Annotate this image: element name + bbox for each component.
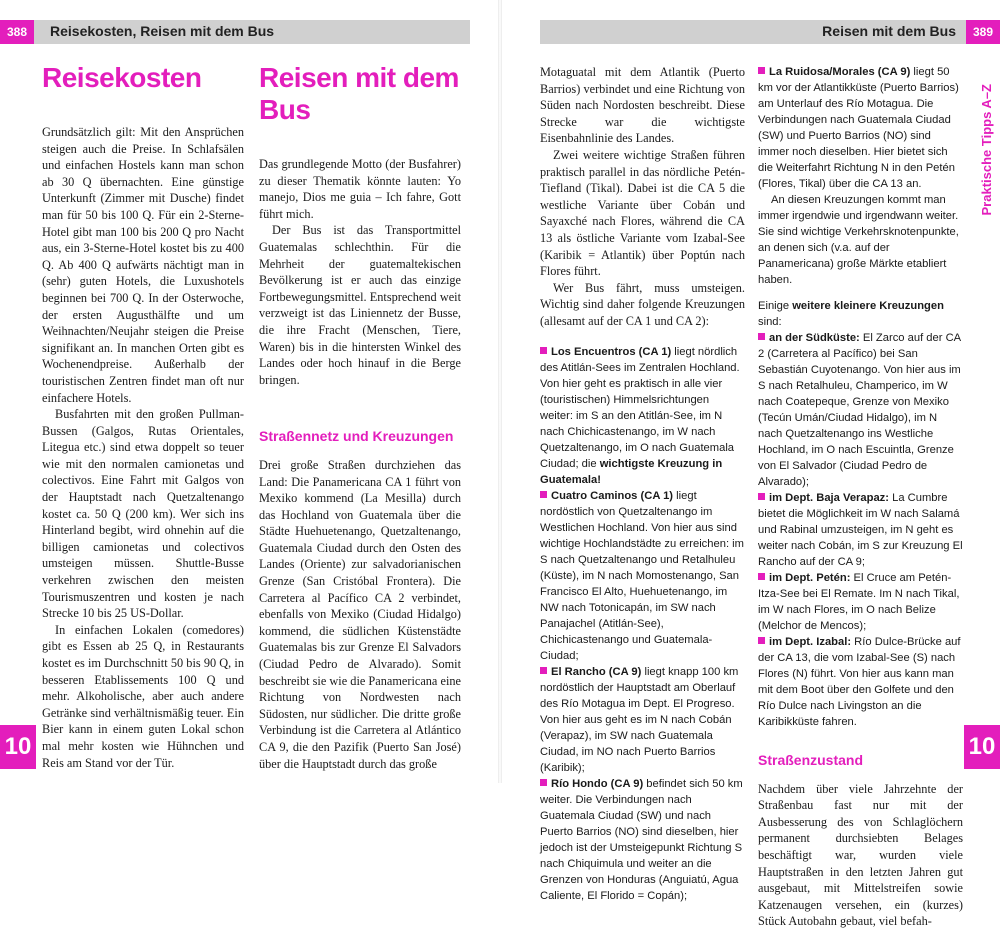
- text-run: sind:: [758, 316, 782, 328]
- item-name: Cuatro Caminos (CA 1): [551, 489, 674, 502]
- bullet-icon: [758, 637, 765, 644]
- item-text: befindet sich 50 km weiter. Die Verbindungen nach Guatemala Ciudad (SW) und nach Puerto Barrios (NO) sind dieselben, hier jedoch ist der Umsteigepunkt Richtung S nach Chiquimula und weiter an die Grenzen von Honduras (Anguiatú, Agua Caliente, El Florido = Copán);: [540, 777, 743, 902]
- bullet-icon: [758, 67, 765, 74]
- paragraph: An diesen Kreuzungen kommt man immer irgendwie und irgendwann weiter. Sie sind wichtige Verkehrsknotenpunkte, an denen sich (v.a. auf der Panamericana) große Märkte etabliert haben.: [758, 194, 959, 286]
- item-text: La Cumbre bietet die Möglichkeit im W nach Salamá und Rabinal umzusteigen, im N geht es weiter nach Cobán, im S zur Kreuzung El Rancho auf der CA 9;: [758, 492, 963, 568]
- item-name: Río Hondo (CA 9): [551, 777, 644, 790]
- item-name: an der Südküste:: [769, 332, 860, 344]
- list-item: [758, 330, 963, 490]
- paragraph: Nachdem über viele Jahrzehnte der Straßenbau fast nur mit der Ausbesserung des von Schlaglöchern permanent durchsiebten Belages beschäftigt war, wurden viele Hauptstraßen in den letzten Jahren gut ausgebaut, mit Mittelstreifen sowie Katzenaugen versehen, ein (kurzes) Stück Autobahn gebaut, viel befah-: [758, 781, 963, 929]
- column-reisen-mit-dem-bus: [259, 62, 461, 772]
- running-head-title: Reisen mit dem Bus: [822, 23, 956, 39]
- item-text: liegt nordöstlich von Quetzaltenango im Westlichen Hochland. Von hier aus sind wichtige Hochlandstädte zu erreichen: im S nach Quetzaltenango und Retalhuleu (Küste), im N nach Momostenango, San Francisco El Alto, Huehuetenango, im NW nach Totonicapán, im SW nach Panajachel (Atitlán-See), Chichicastenango und Guatemala-Ciudad;: [540, 489, 744, 662]
- item-name: im Dept. Izabal:: [769, 636, 852, 648]
- list-item: [758, 570, 963, 634]
- page-number: 388: [0, 20, 34, 44]
- right-page: [500, 0, 1000, 929]
- list-item: [540, 664, 745, 776]
- item-text: Río Dulce-Brücke auf der CA 13, die vom Izabal-See (S) nach Flores (N) führt. Von hier aus kann man mit dem Boot über den Golfete und den Río Dulce nach Livingston an die Karibikküste fahren.: [758, 636, 961, 728]
- item-text: liegt nördlich des Atitlán-Sees im Zentralen Hochland. Von hier geht es praktisch in alle vier (touristischen) Himmelsrichtungen weiter: im S an den Atitlán-See, im N nach Chichicastenango, im W nach Quetzaltenango, im O nach Guatemala Ciudad; die: [540, 345, 740, 470]
- junction-list: [540, 344, 745, 904]
- item-name: La Ruidosa/Morales (CA 9): [769, 66, 911, 78]
- chapter-marker: 10: [0, 725, 36, 769]
- list-item: [758, 64, 963, 192]
- bullet-icon: [540, 491, 547, 498]
- item-name: im Dept. Baja Verapaz:: [769, 492, 889, 504]
- column-kreuzungen-2: [758, 64, 963, 930]
- chapter-marker: 10: [964, 725, 1000, 769]
- item-emphasis: wichtigste Kreuzung in Guatemala!: [540, 457, 723, 486]
- column-reisekosten: [42, 62, 244, 771]
- side-tab-label: Praktische Tipps A–Z: [979, 84, 994, 216]
- bullet-icon: [540, 667, 547, 674]
- list-item: [540, 776, 745, 904]
- paragraph: [758, 298, 963, 330]
- item-name: im Dept. Petén:: [769, 572, 851, 584]
- paragraph: Wer Bus fährt, muss umsteigen. Wichtig sind daher folgende Kreuzungen (allesamt auf der CA 1 und CA 2):: [540, 280, 745, 328]
- subheading: Straßenzustand: [758, 752, 864, 768]
- subheading: Straßennetz und Kreuzungen: [259, 428, 454, 445]
- bullet-icon: [540, 347, 547, 354]
- section-heading: Reisen mit dem Bus: [259, 62, 459, 125]
- junction-list: [758, 330, 963, 730]
- paragraph: Busfahrten mit den großen Pullman-Bussen (Galgos, Rutas Orientales, Litegua etc.) sind etwa doppelt so teuer wie mit den normalen camionetas und colectivos. Eine Fahrt mit Galgos von der Hauptstadt nach Quetzaltenango kostet ca. 50 Q (200 km). Wer sich ins Hinterland begibt, wird ohnehin auf die billigen camionetas und colectivos umsteigen müssen. Shuttle-Busse verkehren zwischen den meisten Tourismuszentren und kosten je nach Strecke 10 bis 25 US-Dollar.: [42, 407, 244, 621]
- list-item: [540, 488, 745, 664]
- column-kreuzungen: [540, 64, 745, 904]
- item-text: liegt 50 km vor der Atlantikküste (Puerto Barrios) am Unterlauf des Río Motagua. Die Verbindungen nach Guatemala Ciudad (SW) und Puerto Barrios (NO) sind immer noch dieselben. Hier bietet sich die Weiterfahrt Richtung N in den Petén (Flores, Tikal) über die CA 13 an.: [758, 66, 959, 190]
- item-text: El Zarco auf der CA 2 (Carretera al Pacífico) bei San Sebastián Cuyotenango. Von hier aus im S nach Retalhuleu, Champerico, im W nach Coatepeque, Grenze von Mexiko (Tecún Umán/Ciudad Hidalgo), im N nach Quetzaltenango ins Westliche Hochland, im O nach Escuintla, Grenze von El Salvador (Ciudad Pedro de Alvarado);: [758, 332, 961, 488]
- left-page: [0, 0, 500, 783]
- list-item: [758, 490, 963, 570]
- running-header: [0, 20, 470, 44]
- running-head-title: Reisekosten, Reisen mit dem Bus: [50, 23, 275, 39]
- list-item: [540, 344, 745, 488]
- paragraph: Grundsätzlich gilt: Mit den Ansprüchen steigen auch die Preise. In Schlafsälen und einfachen Hostels kann man schon ab 30 Q übernachten. Eine günstige Unterkunft (Zimmer mit Dusche) findet man für 50 bis 100 Q. Für ein 2-Sterne-Hotel gibt man 100 bis 200 Q pro Nacht aus, ein 3-Sterne-Hotel kostet bis zu 400 Q. Ab 400 Q aufwärts nächtigt man in (sehr) guten Hotels, die Luxushotels beginnen bei 700 Q. In der Osterwoche, der ersten Augusthälfte und um Weihnachten/Neujahr steigen die Preise signifikant an. In manchen Orten gibt es Wochenendpreise. Außerhalb der touristischen Zentren findet man oft nur einfachere Hotels.: [42, 125, 244, 405]
- bullet-icon: [758, 333, 765, 340]
- section-side-tab: [968, 44, 1000, 216]
- item-name: El Rancho (CA 9): [551, 665, 642, 678]
- running-header: [540, 20, 970, 44]
- paragraph: Der Bus ist das Transportmittel Guatemalas schlechthin. Für die Mehrheit der guatemaltekischen Bevölkerung ist er auch das einzige Fortbewegungsmittel. Entsprechend weit verzweigt ist das Liniennetz der Busse, die ihre Fracht (Menschen, Tiere, Waren) bis in die hintersten Winkel des Landes oder hoch hinauf in die Berge bringen.: [259, 223, 461, 387]
- paragraph: Das grundlegende Motto (der Busfahrer) zu dieser Thematik könnte lauten: Yo manejo, Dios me guia – Ich fahre, Gott führt mich.: [259, 157, 461, 221]
- list-item: [758, 634, 963, 730]
- bullet-icon: [540, 779, 547, 786]
- paragraph: In einfachen Lokalen (comedores) gibt es Essen ab 25 Q, in Restaurants kostet es im Durchschnitt 50 bis 90 Q, in besseren Etablissements 100 Q und mehr. Alkoholische, aber auch andere Getränke sind verhältnismäßig teuer. Ein Bier kann in einem guten Lokal schon mal mehr kosten wie Hühnchen und Reis am Stand vor der Tür.: [42, 622, 244, 770]
- item-text: liegt knapp 100 km nordöstlich der Hauptstadt am Oberlauf des Río Motagua im Dept. El Progreso. Von hier aus geht es im N nach Cobán (Verapaz), im SW nach Guatemala Ciudad, im NO nach Puerto Barrios (Karibik);: [540, 665, 739, 774]
- paragraph: Zwei weitere wichtige Straßen führen praktisch parallel in das nördliche Petén-Tiefland (Tikal). Dabei ist die CA 5 die westliche Variante über Cobán und Sayaxché nach Flores, während die CA 13 als östliche Variante vom Izabal-See (Karibik = Atlantik) über Poptún nach Flores führt.: [540, 147, 745, 279]
- text-run: Einige: [758, 300, 793, 312]
- paragraph: Motaguatal mit dem Atlantik (Puerto Barrios) verbindet und eine Richtung von Süden nach Nordosten beschreibt. Diese Strecke war die wichtigste Eisenbahnlinie des Landes.: [540, 65, 745, 146]
- bullet-icon: [758, 573, 765, 580]
- page-number: 389: [966, 20, 1000, 44]
- text-run-bold: weitere kleinere Kreuzungen: [792, 300, 944, 312]
- section-heading: Reisekosten: [42, 62, 202, 93]
- item-name: Los Encuentros (CA 1): [551, 345, 672, 358]
- bullet-icon: [758, 493, 765, 500]
- paragraph: Drei große Straßen durchziehen das Land: Die Panamericana CA 1 führt von Mexiko kommend (La Mesilla) durch das Hochland von Guatemala über die Städte Huehuetenango, Quetzaltenango, Guatemala Ciudad durch den Osten des Landes (Oriente) zur salvadorianischen Grenze (San Cristóbal Frontera). Die Carretera al Pacífico CA 2 verbindet, ebenfalls von Mexiko (Ciudad Hidalgo) kommend, die südlichen Küstenstädte Guatemalas bis zur Grenze El Salvadors (Ciudad Pedro de Alvarado). Somit beschreibt sie wie die Panamericana eine Richtung von Nordwesten nach Südosten, nur südlicher. Die dritte große Verbindung ist die Carretera al Atlántico CA 9, die den Pazifik (Puerto San José) über die Hauptstadt durch das große: [259, 457, 461, 771]
- item-text: El Cruce am Petén-Itza-See bei El Remate. Im N nach Tikal, im W nach Flores, im O nach Belize (Melchor de Mencos);: [758, 572, 960, 632]
